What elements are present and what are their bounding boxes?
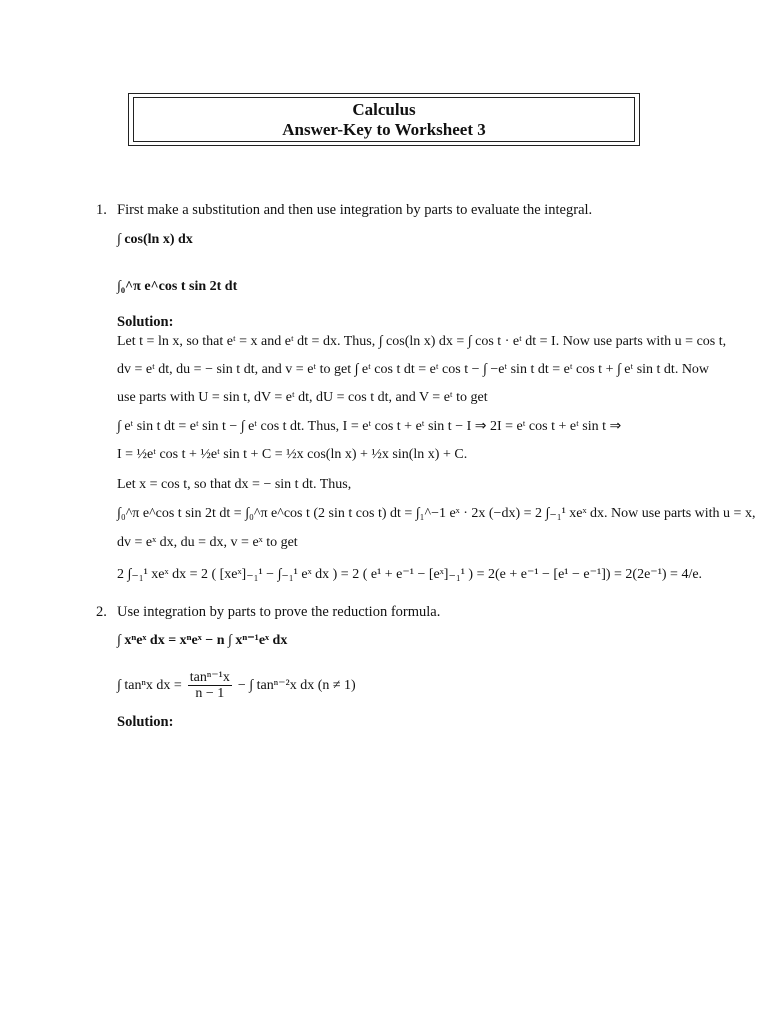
solution-line-7: ∫₀^π e^cos t sin 2t dt = ∫₀^π e^cos t (2 sin t cos t) dt = ∫₁^−1 eˣ · 2x (−dx) = 2 ∫₋₁¹ xeˣ dx. Now use parts with u = x, <box>117 506 756 521</box>
solution-line-3: use parts with U = sin t, dV = eᵗ dt, dU = cos t dt, and V = eᵗ to get <box>117 390 488 405</box>
solution-line-5: I = ½eᵗ cos t + ½eᵗ sin t + C = ½x cos(ln x) + ½x sin(ln x) + C. <box>117 447 468 462</box>
course-title: Calculus <box>352 99 416 119</box>
formula-b-left: ∫ tanⁿx dx = <box>117 677 182 693</box>
title-box <box>128 93 640 146</box>
formula-b-right: − ∫ tanⁿ⁻²x dx (n ≠ 1) <box>237 678 356 693</box>
title-inner-frame <box>133 97 635 142</box>
problem-2-solution-label: Solution: <box>117 714 174 730</box>
problem-1-integral-a: ∫ cos(ln x) dx <box>117 232 193 247</box>
reduction-formula-b <box>117 670 356 701</box>
solution-line-9: 2 ∫₋₁¹ xeˣ dx = 2 ( [xeˣ]₋₁¹ − ∫₋₁¹ eˣ dx ) = 2 ( e¹ + e⁻¹ − [eˣ]₋₁¹ ) = 2(e + e⁻¹ − [e¹ − e⁻¹]) = 2(2e⁻¹) = 4/e. <box>117 567 703 582</box>
worksheet-title: Answer-Key to Worksheet 3 <box>282 119 486 139</box>
solution-line-4: ∫ eᵗ sin t dt = eᵗ sin t − ∫ eᵗ cos t dt. Thus, I = eᵗ cos t + eᵗ sin t − I ⇒ 2I = eᵗ cos t + eᵗ sin t ⇒ <box>117 419 622 434</box>
formula-b-denominator: n − 1 <box>195 686 225 701</box>
solution-line-6: Let x = cos t, so that dx = − sin t dt. Thus, <box>117 477 352 492</box>
formula-b-fraction <box>188 670 232 701</box>
problem-2-number: 2. <box>96 604 107 620</box>
problem-1-prompt: First make a substitution and then use integration by parts to evaluate the integral. <box>117 202 593 218</box>
solution-line-2: dv = eᵗ dt, du = − sin t dt, and v = eᵗ to get ∫ eᵗ cos t dt = eᵗ cos t − ∫ −eᵗ sin t dt = eᵗ cos t + ∫ eᵗ sin t dt. Now <box>117 362 710 377</box>
solution-line-1: Let t = ln x, so that eᵗ = x and eᵗ dt = dx. Thus, ∫ cos(ln x) dx = ∫ cos t · eᵗ dt = I. Now use parts with u = cos t, <box>117 334 727 349</box>
reduction-formula-a: ∫ xⁿeˣ dx = xⁿeˣ − n ∫ xⁿ⁻¹eˣ dx <box>117 633 288 648</box>
problem-1-solution-label: Solution: <box>117 314 174 330</box>
problem-2-prompt: Use integration by parts to prove the reduction formula. <box>117 604 441 620</box>
solution-line-8: dv = eˣ dx, du = dx, v = eˣ to get <box>117 535 298 550</box>
problem-1-number: 1. <box>96 202 107 218</box>
problem-1-integral-b: ∫₀^π e^cos t sin 2t dt <box>117 279 238 294</box>
formula-b-numerator: tanⁿ⁻¹x <box>189 670 230 685</box>
